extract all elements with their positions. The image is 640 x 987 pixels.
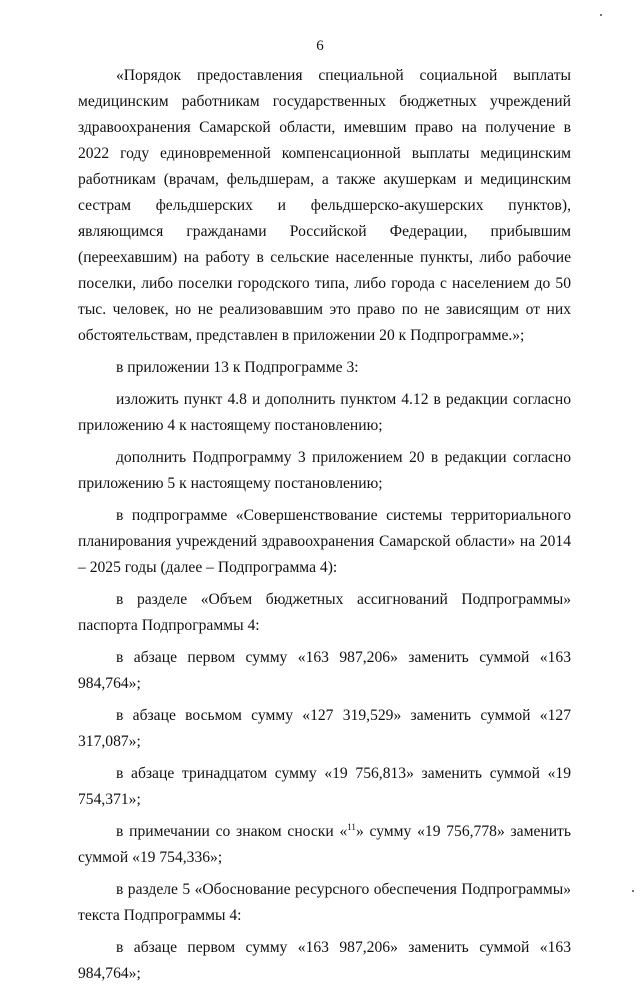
page-number: 6	[316, 38, 324, 54]
document-body	[78, 63, 571, 987]
paragraph-budget-section: в разделе «Объем бюджетных ассигнований Подпрограммы» паспорта Подпрограммы 4:	[78, 591, 571, 634]
paragraph-abzac-thirteenth: в абзаце тринадцатом сумму «19 756,813» заменить суммой «19 754,371»;	[78, 765, 571, 808]
paragraph-add-appendix-20: дополнить Подпрограмму 3 приложением 20 в редакции согласно приложению 5 к настоящему постановлению;	[78, 449, 571, 492]
scan-speck-bottom	[632, 890, 634, 892]
paragraph-item-4-8: изложить пункт 4.8 и дополнить пунктом 4.12 в редакции согласно приложению 4 к настоящему постановлению;	[78, 391, 571, 434]
paragraph-abzac-first: в абзаце первом сумму «163 987,206» заменить суммой «163 984,764»;	[78, 649, 571, 692]
paragraph-abzac-eighth: в абзаце восьмом сумму «127 319,529» заменить суммой «127 317,087»;	[78, 707, 571, 750]
paragraph-procedure-title: «Порядок предоставления специальной социальной выплаты медицинским работникам государственных бюджетных учреждений здравоохранения Самарской области, имевшим право на получение в 2022 году единовременной компенсационной выплаты медицинским работникам (врачам, фельдшерам, а также акушеркам и медицинским сестрам фельдшерских и фельдшерско-акушерских пунктов), являющимся гражданами Российской Федерации, прибывшим (переехавшим) на работу в сельские населенные пункты, либо рабочие поселки, либо поселки городского типа, либо города с населением до 50 тыс. человек, но не реализовавшим это право по не зависящим от них обстоятельствам, представлен в приложении 20 к Подпрограмме.»;	[78, 67, 571, 344]
paragraph-section-5-abzac-first: в абзаце первом сумму «163 987,206» заменить суммой «163 984,764»;	[78, 939, 571, 982]
paragraph-section-5: в разделе 5 «Обоснование ресурсного обеспечения Подпрограммы» текста Подпрограммы 4:	[78, 881, 571, 924]
paragraph-appendix-13: в приложении 13 к Подпрограмме 3:	[116, 359, 359, 376]
paragraph-footnote-note	[78, 819, 571, 871]
paragraph-subprogram-4: в подпрограмме «Совершенствование системы территориального планирования учреждений здравоохранения Самарской области» на 2014 – 2025 годы (далее – Подпрограмма 4):	[78, 507, 571, 576]
scan-speck-top	[600, 14, 602, 16]
footnote-marker: 11	[347, 822, 356, 832]
footnote-text-before: в примечании со знаком сноски «	[116, 823, 348, 840]
footnote-text-after: » сумму «19 756,778» заменить суммой «19 754,336»;	[78, 823, 571, 866]
